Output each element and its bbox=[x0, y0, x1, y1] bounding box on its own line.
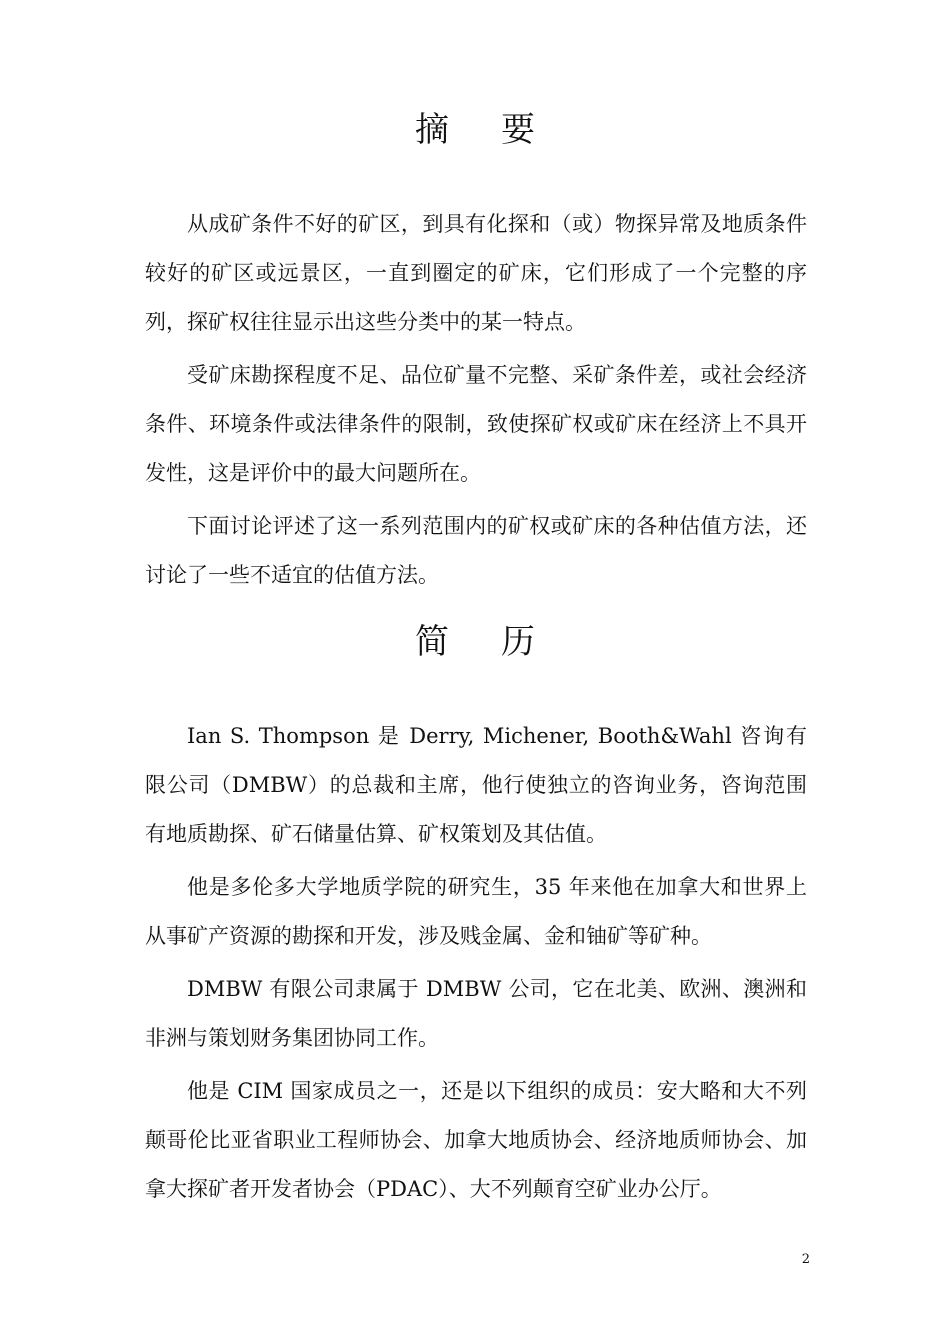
page-number: 2 bbox=[801, 1252, 810, 1267]
abstract-paragraph-1: 从成矿条件不好的矿区，到具有化探和（或）物探异常及地质条件较好的矿区或远景区，一直到圈定的矿床，它们形成了一个完整的序列，探矿权往往显示出这些分类中的某一特点。 bbox=[145, 212, 807, 334]
biography-paragraph-4: 他是 CIM 国家成员之一，还是以下组织的成员：安大略和大不列颠哥伦比亚省职业工程师协会、加拿大地质协会、经济地质师协会、加拿大探矿者开发者协会（PDAC）、大不列颠育空矿业办公厅。 bbox=[145, 1079, 807, 1201]
abstract-section bbox=[145, 200, 807, 604]
biography-section bbox=[145, 712, 807, 1218]
biography-paragraph-1: Ian S. Thompson 是 Derry, Michener, Booth&Wahl 咨询有限公司（DMBW）的总裁和主席，他行使独立的咨询业务，咨询范围有地质勘探、矿石储量估算、矿权策划及其估值。 bbox=[145, 724, 807, 846]
biography-paragraph-2: 他是多伦多大学地质学院的研究生，35 年来他在加拿大和世界上从事矿产资源的勘探和开发，涉及贱金属、金和铀矿等矿种。 bbox=[145, 875, 807, 948]
abstract-heading: 摘要 bbox=[415, 110, 587, 150]
abstract-paragraph-2: 受矿床勘探程度不足、品位矿量不完整、采矿条件差，或社会经济条件、环境条件或法律条件的限制，致使探矿权或矿床在经济上不具开发性，这是评价中的最大问题所在。 bbox=[145, 363, 807, 485]
biography-heading: 简历 bbox=[415, 622, 587, 662]
biography-paragraph-3: DMBW 有限公司隶属于 DMBW 公司，它在北美、欧洲、澳洲和非洲与策划财务集团协同工作。 bbox=[145, 977, 807, 1050]
abstract-paragraph-3: 下面讨论评述了这一系列范围内的矿权或矿床的各种估值方法，还讨论了一些不适宜的估值方法。 bbox=[145, 514, 807, 587]
